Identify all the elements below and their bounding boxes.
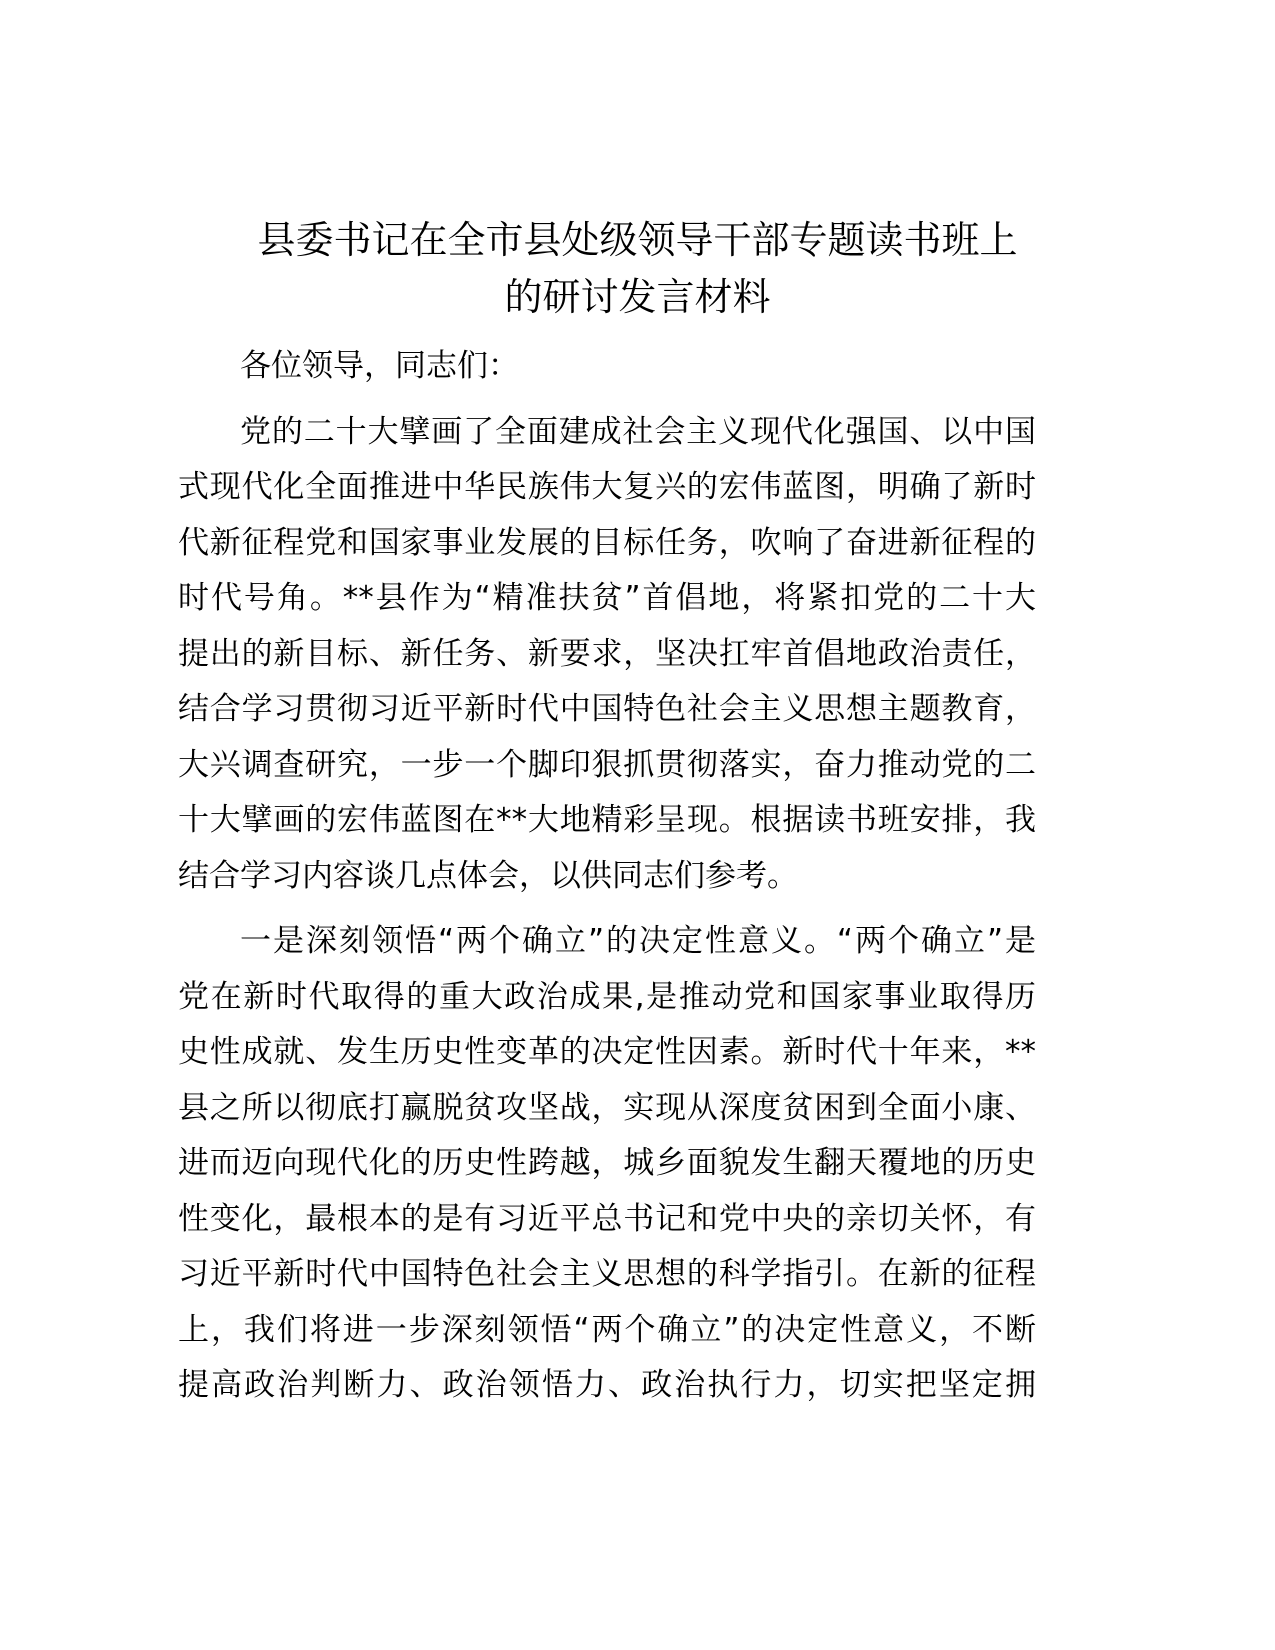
text-line: 大兴调查研究，一步一个脚印狠抓贯彻落实，奋力推动党的二 [178, 746, 1036, 783]
text-line: 十大擘画的宏伟蓝图在**大地精彩呈现。根据读书班安排，我 [178, 802, 1036, 838]
text-line: 结合学习内容谈几点体会，以供同志们参考。 [178, 857, 798, 894]
text-line: 上，我们将进一步深刻领悟“两个确立”的决定性意义，不断 [178, 1311, 1036, 1348]
text-line: 提高政治判断力、政治领悟力、政治执行力，切实把坚定拥 [178, 1367, 1036, 1403]
text-line: 式现代化全面推进中华民族伟大复兴的宏伟蓝图，明确了新时 [178, 469, 1036, 505]
text-line: 进而迈向现代化的历史性跨越，城乡面貌发生翻天覆地的历史 [178, 1145, 1036, 1181]
text-line: 史性成就、发生历史性变革的决定性因素。新时代十年来，** [178, 1034, 1036, 1070]
document-body [178, 339, 1036, 1424]
text-line: 各位领导，同志们： [240, 348, 519, 384]
text-line: 提出的新目标、新任务、新要求，坚决扛牢首倡地政治责任， [178, 635, 1036, 672]
title-line-1: 县委书记在全市县处级领导干部专题读书班上 [257, 218, 1018, 262]
text-line: 党在新时代取得的重大政治成果,是推动党和国家事业取得历 [178, 978, 1036, 1015]
paragraph [178, 339, 1036, 395]
text-line: 县之所以彻底打赢脱贫攻坚战，实现从深度贫困到全面小康、 [178, 1089, 1036, 1126]
text-line: 性变化，最根本的是有习近平总书记和党中央的亲切关怀，有 [178, 1200, 1036, 1237]
paragraph [178, 914, 1036, 1414]
text-line: 习近平新时代中国特色社会主义思想的科学指引。在新的征程 [178, 1256, 1036, 1292]
text-line: 结合学习贯彻习近平新时代中国特色社会主义思想主题教育， [178, 691, 1036, 727]
text-line: 代新征程党和国家事业发展的目标任务，吹响了奋进新征程的 [178, 524, 1036, 561]
text-line: 一是深刻领悟“两个确立”的决定性意义。“两个确立”是 [240, 923, 1036, 959]
document-title [150, 212, 1125, 326]
text-line: 党的二十大擘画了全面建成社会主义现代化强国、以中国 [240, 413, 1036, 450]
paragraph [178, 405, 1036, 905]
text-line: 时代号角。**县作为“精准扶贫”首倡地，将紧扣党的二十大 [178, 580, 1036, 616]
title-line-2: 的研讨发言材料 [504, 275, 771, 319]
